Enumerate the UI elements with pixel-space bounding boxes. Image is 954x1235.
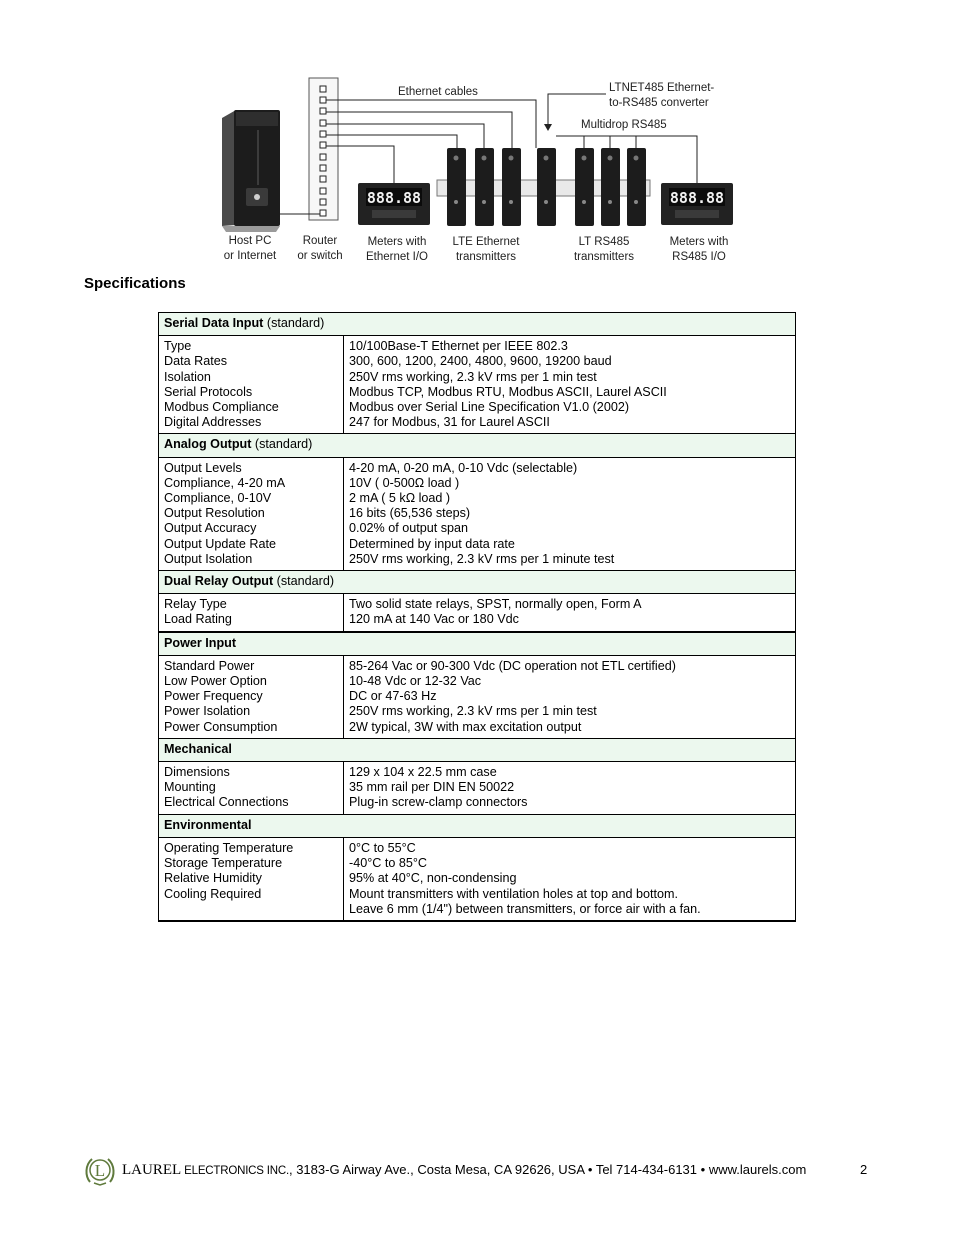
spec-values bbox=[344, 762, 796, 815]
brand-name: LAUREL bbox=[122, 1162, 182, 1178]
spec-labels bbox=[159, 336, 344, 434]
spec-value: 85-264 Vac or 90-300 Vdc (DC operation not ETL certified) bbox=[349, 658, 676, 673]
section-title: Environmental bbox=[164, 817, 252, 832]
section-header-row bbox=[159, 738, 796, 761]
section-body-row bbox=[159, 655, 796, 738]
spec-value: 2W typical, 3W with max excitation output bbox=[349, 719, 582, 734]
network-diagram bbox=[0, 0, 954, 270]
section-header bbox=[159, 738, 796, 761]
section-suffix: (standard) bbox=[273, 574, 335, 589]
label-meters-rs485-2: RS485 I/O bbox=[672, 251, 726, 263]
router-illustration bbox=[309, 78, 338, 220]
spec-value: 4-20 mA, 0-20 mA, 0-10 Vdc (selectable) bbox=[349, 460, 578, 475]
label-lte-1: LTE Ethernet bbox=[452, 236, 520, 248]
ethernet-meter-illustration bbox=[358, 183, 430, 225]
spec-labels bbox=[159, 655, 344, 738]
spec-label bbox=[164, 902, 338, 917]
telephone: Tel 714-434-6131 bbox=[595, 1162, 698, 1177]
spec-values bbox=[344, 336, 796, 434]
spec-labels bbox=[159, 457, 344, 570]
spec-values bbox=[344, 457, 796, 570]
spec-value: 129 x 104 x 22.5 mm case bbox=[349, 765, 497, 780]
spec-value: 250V rms working, 2.3 kV rms per 1 minute test bbox=[349, 551, 615, 566]
specifications-table bbox=[158, 312, 796, 922]
spec-value: 10/100Base-T Ethernet per IEEE 802.3 bbox=[349, 339, 568, 354]
svg-text:L: L bbox=[94, 1161, 106, 1180]
company-suffix: ELECTRONICS INC. bbox=[181, 1165, 289, 1177]
meter-display-ethernet: 888.88 bbox=[366, 189, 422, 207]
spec-values bbox=[344, 837, 796, 921]
spec-label: Operating Temperature bbox=[164, 840, 294, 855]
spec-value: Modbus over Serial Line Specification V1.0 (2002) bbox=[349, 400, 630, 415]
section-header-row bbox=[159, 814, 796, 837]
spec-label: Relay Type bbox=[164, 597, 227, 612]
section-title: Serial Data Input bbox=[164, 316, 264, 330]
spec-value: Plug-in screw-clamp connectors bbox=[349, 795, 528, 810]
spec-label: Low Power Option bbox=[164, 674, 267, 689]
spec-value: 300, 600, 1200, 2400, 4800, 9600, 19200 baud bbox=[349, 354, 612, 369]
rs485-transmitters-illustration bbox=[575, 148, 646, 226]
page-footer bbox=[84, 1154, 874, 1188]
section-body-row bbox=[159, 837, 796, 921]
spec-label: Compliance, 0-10V bbox=[164, 491, 272, 506]
spec-values bbox=[344, 594, 796, 632]
spec-label: Isolation bbox=[164, 369, 211, 384]
label-ethernet-cables: Ethernet cables bbox=[398, 86, 478, 98]
label-host-pc-2: or Internet bbox=[223, 250, 277, 262]
spec-label: Dimensions bbox=[164, 765, 230, 780]
converter-illustration bbox=[537, 148, 556, 226]
website-link[interactable]: www.laurels.com bbox=[708, 1162, 807, 1177]
label-meters-ethernet-1: Meters with bbox=[367, 236, 427, 248]
spec-value: DC or 47-63 Hz bbox=[349, 689, 437, 704]
section-header-row bbox=[159, 571, 796, 594]
spec-labels bbox=[159, 762, 344, 815]
section-header bbox=[159, 434, 796, 457]
label-multidrop: Multidrop RS485 bbox=[581, 119, 667, 131]
section-header-row bbox=[159, 434, 796, 457]
section-header bbox=[159, 632, 796, 656]
page-number: 2 bbox=[860, 1162, 868, 1177]
spec-value: 16 bits (65,536 steps) bbox=[349, 506, 471, 521]
label-router-1: Router bbox=[302, 235, 338, 247]
spec-label: Cooling Required bbox=[164, 886, 262, 901]
spec-value: 250V rms working, 2.3 kV rms per 1 min test bbox=[349, 704, 597, 719]
spec-value: Leave 6 mm (1/4") between transmitters, or force air with a fan. bbox=[349, 901, 701, 916]
label-meters-ethernet-2: Ethernet I/O bbox=[365, 251, 429, 263]
spec-label: Standard Power bbox=[164, 658, 255, 673]
spec-label: Load Rating bbox=[164, 612, 232, 627]
label-lt-rs485-2: transmitters bbox=[573, 251, 635, 263]
spec-label: Output Levels bbox=[164, 460, 242, 475]
spec-label: Relative Humidity bbox=[164, 871, 262, 886]
spec-value: 250V rms working, 2.3 kV rms per 1 min test bbox=[349, 369, 597, 384]
section-header bbox=[159, 814, 796, 837]
spec-value: 2 mA ( 5 kΩ load ) bbox=[349, 491, 451, 506]
spec-value: Mount transmitters with ventilation holes at top and bottom. bbox=[349, 886, 679, 901]
spec-value: 0.02% of output span bbox=[349, 521, 469, 536]
section-title: Power Input bbox=[164, 635, 237, 650]
street-address: , 3183-G Airway Ave., Costa Mesa, CA 92626, USA bbox=[288, 1162, 585, 1177]
section-body-row bbox=[159, 762, 796, 815]
section-suffix: (standard) bbox=[251, 437, 313, 452]
spec-labels bbox=[159, 594, 344, 632]
spec-values bbox=[344, 655, 796, 738]
section-title: Mechanical bbox=[164, 741, 232, 756]
label-router-2: or switch bbox=[297, 250, 343, 262]
label-meters-rs485-1: Meters with bbox=[669, 236, 729, 248]
spec-label: Output Update Rate bbox=[164, 536, 277, 551]
spec-value: 10V ( 0-500Ω load ) bbox=[349, 475, 460, 490]
section-body-row bbox=[159, 457, 796, 570]
spec-label: Output Resolution bbox=[164, 506, 265, 521]
host-pc-illustration bbox=[222, 110, 280, 232]
spec-label: Data Rates bbox=[164, 354, 227, 369]
spec-value: 10-48 Vdc or 12-32 Vac bbox=[349, 674, 482, 689]
spec-label: Compliance, 4-20 mA bbox=[164, 475, 286, 490]
spec-value: Two solid state relays, SPST, normally open, Form A bbox=[349, 597, 642, 612]
spec-label: Digital Addresses bbox=[164, 415, 262, 430]
spec-label: Storage Temperature bbox=[164, 856, 283, 871]
meter-display-rs485: 888.88 bbox=[669, 189, 725, 207]
spec-label: Output Isolation bbox=[164, 551, 253, 566]
spec-value: 247 for Modbus, 31 for Laurel ASCII bbox=[349, 415, 550, 430]
spec-value: -40°C to 85°C bbox=[349, 856, 427, 871]
spec-value: 0°C to 55°C bbox=[349, 840, 416, 855]
spec-labels bbox=[159, 837, 344, 921]
section-title: Dual Relay Output bbox=[164, 574, 274, 589]
section-body-row bbox=[159, 594, 796, 632]
spec-label: Modbus Compliance bbox=[164, 400, 279, 415]
label-converter-2: to-RS485 converter bbox=[609, 97, 709, 109]
spec-label: Serial Protocols bbox=[164, 384, 253, 399]
spec-value: Determined by input data rate bbox=[349, 536, 515, 551]
section-header bbox=[159, 571, 796, 594]
spec-value: 95% at 40°C, non-condensing bbox=[349, 871, 517, 886]
page-heading: Specifications bbox=[84, 275, 186, 292]
lte-transmitters-illustration bbox=[447, 148, 521, 226]
section-title: Analog Output bbox=[164, 437, 252, 452]
spec-label: Type bbox=[164, 339, 192, 354]
laurel-logo bbox=[84, 1154, 116, 1188]
spec-label: Power Consumption bbox=[164, 719, 278, 734]
spec-value: 120 mA at 140 Vac or 180 Vdc bbox=[349, 612, 519, 627]
rs485-meter-illustration bbox=[661, 183, 733, 225]
label-lt-rs485-1: LT RS485 bbox=[578, 236, 630, 248]
label-converter-1: LTNET485 Ethernet- bbox=[609, 82, 715, 94]
section-header bbox=[159, 313, 796, 336]
section-suffix: (standard) bbox=[263, 316, 325, 330]
spec-label: Mounting bbox=[164, 780, 216, 795]
spec-label: Power Frequency bbox=[164, 689, 263, 704]
section-header-row bbox=[159, 632, 796, 656]
spec-value: 35 mm rail per DIN EN 50022 bbox=[349, 780, 515, 795]
label-lte-2: transmitters bbox=[455, 251, 517, 263]
label-host-pc-1: Host PC bbox=[228, 235, 272, 247]
section-header-row bbox=[159, 313, 796, 336]
spec-label: Output Accuracy bbox=[164, 521, 257, 536]
spec-value: Modbus TCP, Modbus RTU, Modbus ASCII, Laurel ASCII bbox=[349, 384, 667, 399]
footer-address: LAUREL ELECTRONICS INC., 3183-G Airway Ave., Costa Mesa, CA 92626, USA • Tel 714-434-6131 • www.laurels.com bbox=[122, 1162, 807, 1178]
spec-label: Power Isolation bbox=[164, 704, 251, 719]
section-body-row bbox=[159, 336, 796, 434]
spec-label: Electrical Connections bbox=[164, 795, 289, 810]
